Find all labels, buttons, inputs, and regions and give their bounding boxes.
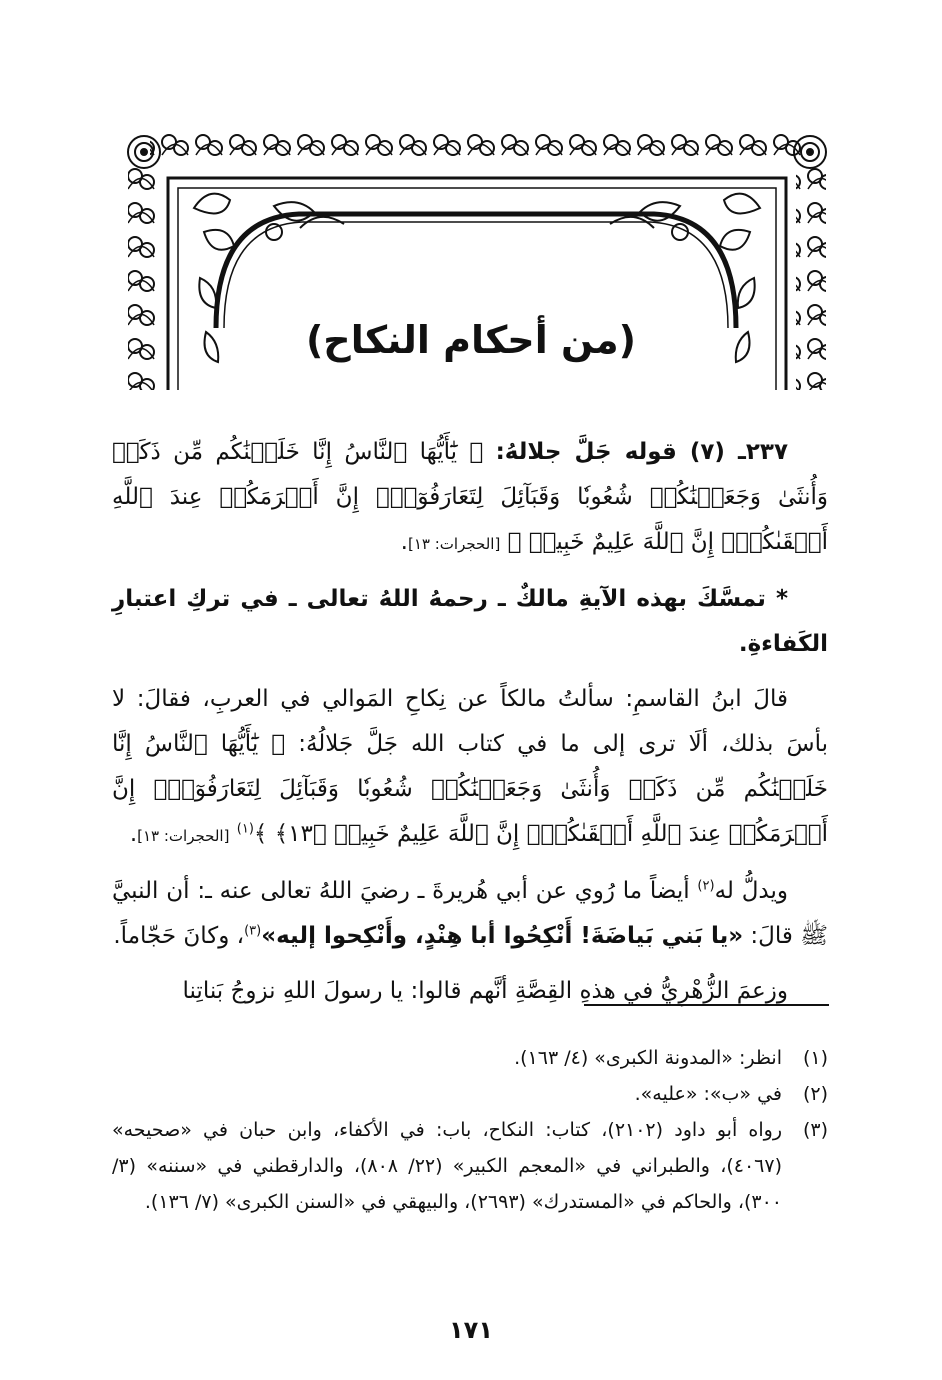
quran-verse: ﴿ يَٰٓأَيُّهَا ٱلنَّاسُ إِنَّا خَلَقۡنَٰكُم مِّن ذَكَرٖ وَأُنثَىٰ وَجَعَلۡنَٰكُمۡ شُعُوبٗا وَقَبَآئِلَ لِتَعَارَفُوٓاْۚ إِنَّ أَكۡرَمَكُمۡ عِندَ ٱللَّهِ أَتۡقَىٰكُمۡۚ إِنَّ ٱللَّهَ عَلِيمٌ خَبِيرٞ ﴾ <box>112 439 828 555</box>
footnote-marker[interactable]: (١) <box>236 821 254 837</box>
paragraph-text: ، وكانَ حَجّاماً. <box>113 923 245 949</box>
footnote-item <box>112 1112 828 1220</box>
page-number: ١٧١ <box>449 1316 493 1344</box>
hadith-quote: «يا بَني بَياضَةَ! أَنْكِحُوا أبا هِنْدٍ، وأَنْكِحوا إليه» <box>261 923 744 949</box>
verse-reference: [الحجرات: ١٣] <box>407 535 501 553</box>
paragraph-verse-237 <box>112 430 828 567</box>
main-text <box>112 430 828 1024</box>
footnote-number: (٢) <box>802 1083 828 1105</box>
footnote-text: رواه أبو داود (٢١٠٢)، كتاب: النكاح، باب: في الأكفاء، وابن حبان في «صحيحه» (٤٠٦٧)، والطبراني في «المعجم الكبير» (٢٢/ ٨٠٨)، والدارقطني في «سننه» (٣/ ٣٠٠)، والحاكم في «المستدرك» (٢٦٩٣)، والبيهقي في «السنن الكبرى» (٧/ ١٣٦). <box>112 1119 783 1213</box>
paragraph-text: ويدلُّ له <box>714 878 788 904</box>
footnote-text: في «ب»: «عليه». <box>634 1083 782 1105</box>
paragraph-ibn-alqasim <box>112 677 828 859</box>
frame-top-band <box>150 134 804 168</box>
footnote-divider <box>584 1004 829 1006</box>
quran-verse: ﴿ يَٰٓأَيُّهَا ٱلنَّاسُ إِنَّا خَلَقۡنَٰكُم مِّن ذَكَرٖ وَأُنثَىٰ وَجَعَلۡنَٰكُمۡ شُعُوبٗا وَقَبَآئِلَ لِتَعَارَفُوٓاْۚ إِنَّ أَكۡرَمَكُمۡ عِندَ ٱللَّهِ أَتۡقَىٰكُمۡۚ إِنَّ ٱللَّهَ عَلِيمٌ خَبِيرٞ ﴿١٣﴾ ﴾ <box>112 731 828 847</box>
footnote-item <box>112 1040 828 1076</box>
footnote-number: (١) <box>802 1047 828 1069</box>
paragraph-hadith <box>112 869 828 959</box>
paragraph-text: قالَ ابنُ القاسمِ: سألتُ مالكاً عن نِكاحِ المَوالي في العربِ، فقالَ: لا بأسَ بذلك، ألَا ترى إلى ما في كتاب الله جَلَّ جَلالُهُ: <box>112 686 829 757</box>
footnote-marker[interactable]: (٣) <box>244 923 262 939</box>
paragraph-text: أيضاً ما رُوي عن أبي هُريرةَ ـ رضيَ اللهُ تعالى عنه ـ: أن النبيَّ ﷺ قالَ: <box>112 878 828 949</box>
paragraph-ruling: * تمسَّكَ بهذه الآيةِ مالكٌ ـ رحمهُ اللهُ تعالى ـ في تركِ اعتبارِ الكَفاءةِ. <box>112 586 828 657</box>
footnote-marker[interactable]: (٢) <box>697 878 715 894</box>
footnotes <box>112 1040 828 1220</box>
paragraph-heading: ٢٣٧ـ (٧) قوله جَلَّ جلالهُ: <box>495 439 788 465</box>
punctuation: . <box>400 529 408 555</box>
paragraph-zuhri: وزعمَ الزُّهْرِيُّ في هذهِ القِصَّةِ أنَّهم قالوا: يا رسولَ اللهِ نزوجُ بَناتِنا <box>182 978 788 1004</box>
footnote-text: انظر: «المدونة الكبرى» (٤/ ١٦٣). <box>514 1047 782 1069</box>
punctuation: . <box>129 821 138 847</box>
verse-reference: [الحجرات: ١٣] <box>137 827 230 845</box>
footnote-item <box>112 1076 828 1112</box>
chapter-title: (من أحكام النكاح) <box>305 318 637 362</box>
footnote-number: (٣) <box>802 1119 828 1141</box>
